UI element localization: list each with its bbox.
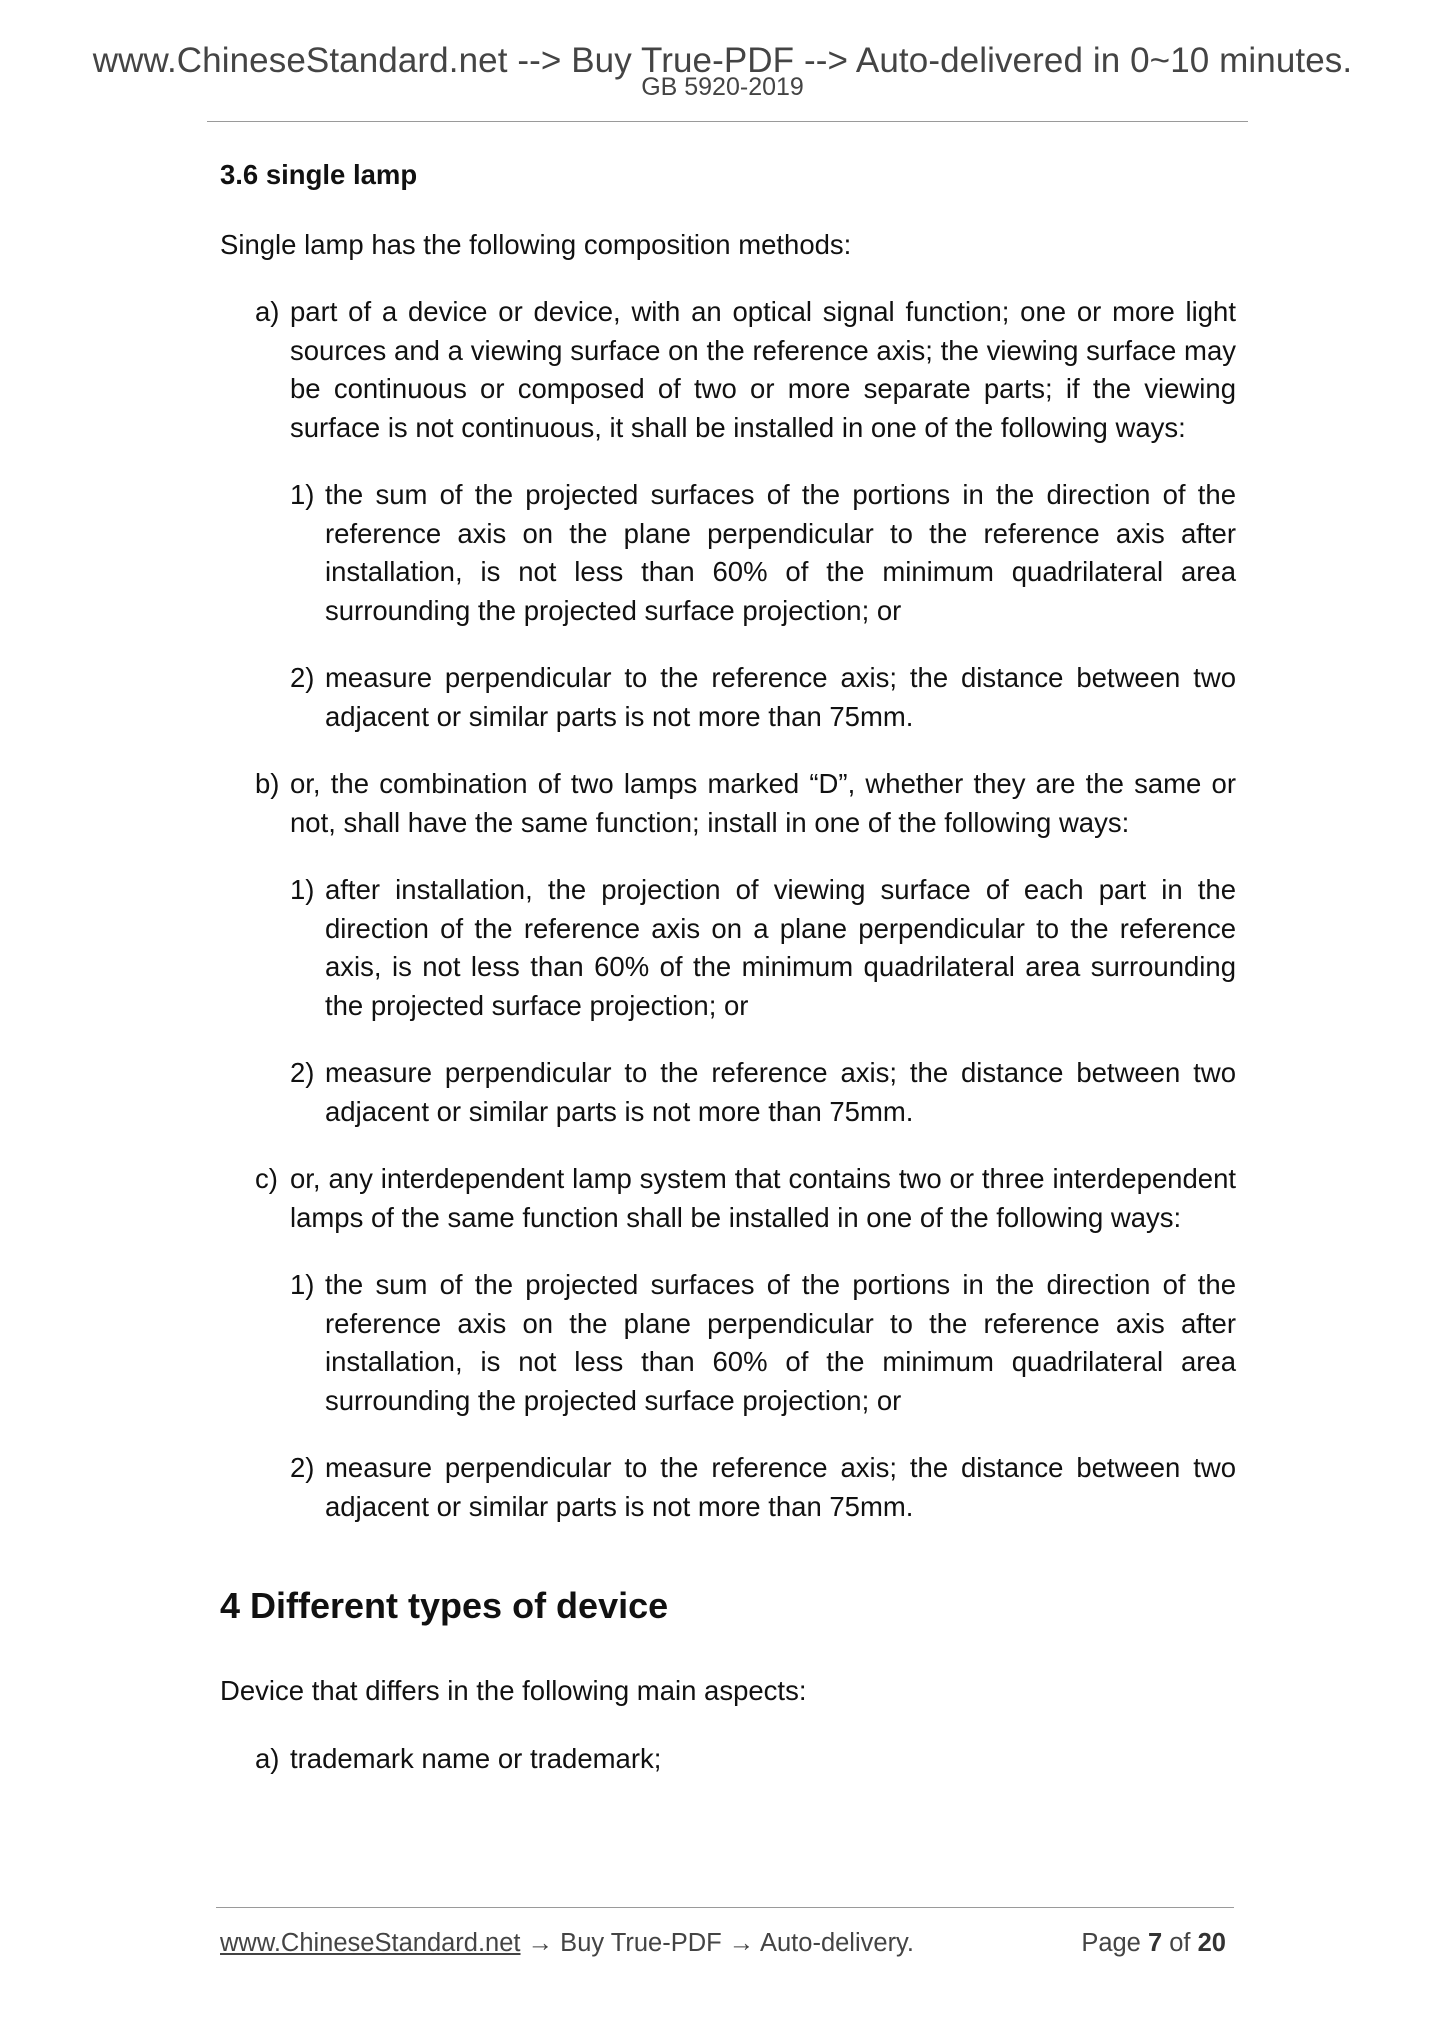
- page-content: [220, 150, 1236, 1807]
- list-item-text: trademark name or trademark;: [290, 1742, 662, 1774]
- list-item-text: part of a device or device, with an optical signal function; one or more light sources and a viewing surface on the reference axis; the viewing surface may be continuous or composed of two or more separate parts; if the viewing surface is not continuous, it shall be installed in one of the following ways:: [290, 296, 1236, 443]
- header-divider: [207, 121, 1248, 122]
- list-marker: b): [255, 768, 280, 799]
- list-item-b-2: [290, 1054, 1236, 1131]
- list-item-a-1: [290, 476, 1236, 630]
- list-marker: 1): [290, 874, 315, 905]
- footer-source: [220, 1926, 914, 1960]
- source-banner: www.ChineseStandard.net --> Buy True-PDF --> Auto-delivered in 0~10 minutes.: [92, 41, 1353, 80]
- list-item-text: after installation, the projection of viewing surface of each part in the direction of the reference axis on a plane perpendicular to the reference axis, is not less than 60% of the minimum quadrilateral area surrounding the projected surface projection; or: [325, 874, 1236, 1021]
- list-item-text: measure perpendicular to the reference axis; the distance between two adjacent or similar parts is not more than 75mm.: [325, 1452, 1236, 1522]
- list-item-c-1: [290, 1266, 1236, 1420]
- document-code: GB 5920-2019: [641, 73, 804, 101]
- page-footer: [220, 1926, 1234, 1960]
- list-item-b-1: [290, 871, 1236, 1025]
- page-label: Page: [1081, 1929, 1141, 1957]
- page-indicator: [1081, 1926, 1226, 1960]
- list-marker: 2): [290, 1057, 315, 1088]
- list-item-text: or, any interdependent lamp system that contains two or three interdependent lamps of the same function shall be installed in one of the following ways:: [290, 1163, 1236, 1233]
- list-marker: 1): [290, 479, 315, 510]
- footer-divider: [216, 1907, 1234, 1908]
- list-marker: a): [255, 1742, 280, 1774]
- section-intro: Device that differs in the following main aspects:: [220, 1675, 807, 1706]
- list-item-a: [255, 293, 1236, 447]
- footer-tagline: → Buy True-PDF → Auto-delivery.: [520, 1929, 914, 1957]
- list-item-b: [255, 765, 1236, 842]
- section-heading-3-6: 3.6 single lamp: [220, 159, 418, 190]
- list-item-c: [255, 1160, 1236, 1237]
- list-item-text: the sum of the projected surfaces of the portions in the direction of the reference axis on the plane perpendicular to the reference axis after installation, is not less than 60% of the minimum quadrilateral area surrounding the projected surface projection; or: [325, 1269, 1236, 1416]
- list-item-4-a: [255, 1740, 1236, 1779]
- list-marker: 2): [290, 1452, 315, 1483]
- list-item-text: the sum of the projected surfaces of the portions in the direction of the reference axis on the plane perpendicular to the reference axis after installation, is not less than 60% of the minimum quadrilateral area surrounding the projected surface projection; or: [325, 479, 1236, 626]
- list-marker: a): [255, 296, 280, 327]
- list-marker: 1): [290, 1269, 315, 1300]
- list-item-a-2: [290, 659, 1236, 736]
- list-item-text: or, the combination of two lamps marked “D”, whether they are the same or not, shall have the same function; install in one of the following ways:: [290, 768, 1236, 838]
- page-number: 7: [1147, 1929, 1163, 1957]
- list-marker: 2): [290, 662, 315, 693]
- list-item-text: measure perpendicular to the reference axis; the distance between two adjacent or similar parts is not more than 75mm.: [325, 1057, 1236, 1127]
- footer-link[interactable]: www.ChineseStandard.net: [220, 1929, 521, 1957]
- list-item-c-2: [290, 1449, 1236, 1526]
- section-intro: Single lamp has the following composition methods:: [220, 228, 852, 260]
- total-pages: 20: [1197, 1929, 1226, 1957]
- list-item-text: measure perpendicular to the reference axis; the distance between two adjacent or similar parts is not more than 75mm.: [325, 662, 1236, 732]
- of-label: of: [1169, 1929, 1191, 1957]
- list-marker: c): [255, 1163, 278, 1194]
- section-heading-4: 4 Different types of device: [220, 1585, 669, 1626]
